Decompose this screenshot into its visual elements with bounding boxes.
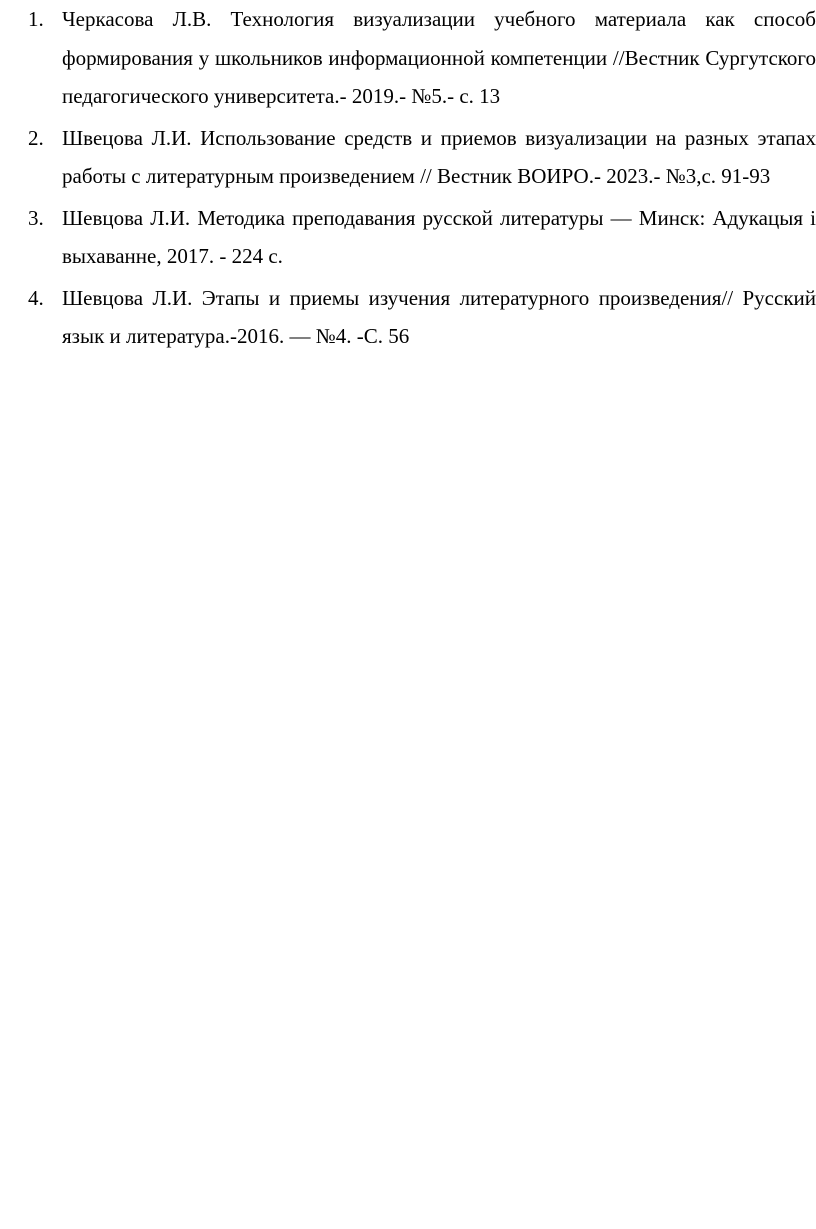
reference-text: Швецова Л.И. Использование средств и приемов визуализации на разных этапах работы с литературным произведением // Вестник ВОИРО.- 2023.- №3,с. 91-93 — [62, 125, 816, 188]
reference-text: Шевцова Л.И. Методика преподавания русской литературы — Минск: Адукацыя і выхаванне, 2017. - 224 с. — [62, 205, 816, 268]
reference-text: Черкасова Л.В. Технология визуализации учебного материала как способ формирования у школьников информационной компетенции //Вестник Сургутского педагогического университета.- 2019.- №5.- с. 13 — [62, 7, 816, 108]
reference-number: 4. — [28, 285, 44, 310]
reference-number: 3. — [28, 205, 44, 230]
reference-item-3 — [28, 199, 816, 276]
reference-number: 1. — [28, 7, 44, 31]
reference-list — [28, 0, 816, 356]
reference-item-4 — [28, 279, 816, 356]
reference-item-1 — [28, 0, 816, 116]
reference-number: 2. — [28, 125, 44, 150]
reference-item-2 — [28, 119, 816, 196]
reference-text: Шевцова Л.И. Этапы и приемы изучения литературного произведения// Русский язык и литература.-2016. — №4. -С. 56 — [62, 285, 816, 348]
